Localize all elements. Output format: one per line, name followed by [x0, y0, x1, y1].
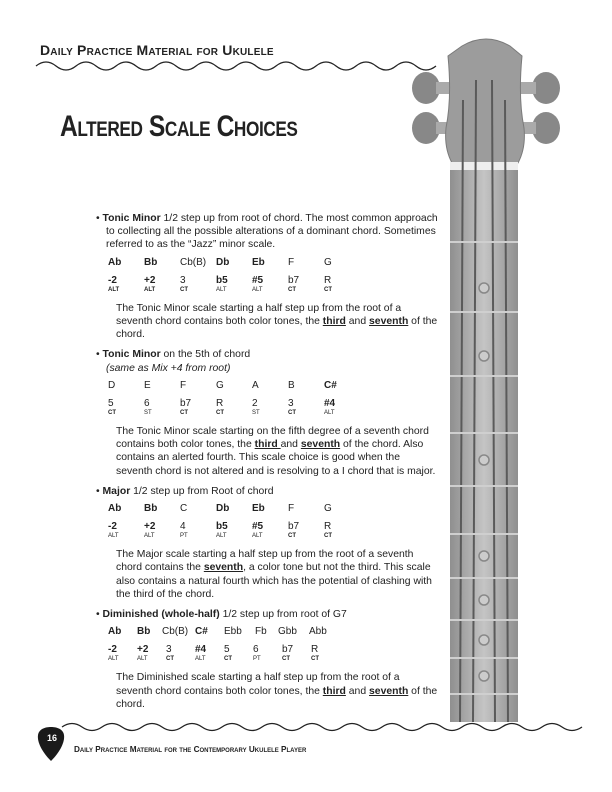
degree-value: b5: [216, 274, 228, 286]
degree-value: R: [311, 644, 319, 656]
degree-value: R: [216, 398, 224, 410]
page-title-text: Altered Scale Choices: [60, 110, 298, 143]
note: F: [288, 503, 295, 515]
degree: [216, 398, 252, 418]
note: Abb: [309, 626, 327, 638]
section-text: 1/2 step up from root of G7: [219, 609, 347, 621]
footer-title: [74, 745, 306, 754]
section-tonic-minor: [96, 212, 446, 341]
degree-value: b7: [180, 398, 192, 410]
degree-function: ALT: [216, 533, 227, 540]
para-emphasis: third: [322, 685, 346, 697]
degree: [216, 275, 252, 295]
degree-value: 6: [144, 398, 150, 410]
section-heading: • Diminished (whole-half) 1/2 step up from root of G7: [96, 609, 347, 621]
para-text: , a color tone but not the third. This scale also contains a natural fourth which has the potential of clashing with the third of the chord.: [116, 562, 432, 600]
content: [96, 212, 446, 718]
note-row: [96, 379, 446, 392]
degree-value: 4: [180, 521, 186, 533]
degree: [252, 521, 288, 541]
degree: [144, 521, 180, 541]
section-heading: • Major 1/2 step up from Root of chord: [96, 485, 274, 497]
degree-function: CT: [311, 656, 319, 663]
note: C#: [324, 379, 337, 391]
degree-function: CT: [288, 286, 296, 293]
degree-function: CT: [324, 286, 332, 293]
para-text: The Major scale starting a half step up from the root of a seventh chord contains the: [116, 549, 414, 574]
degree-function: ALT: [195, 656, 206, 663]
degree: [180, 398, 216, 418]
degree-row: [96, 644, 446, 664]
degree-value: +2: [144, 274, 156, 286]
degree-function: CT: [288, 533, 296, 540]
section-text: 1/2 step up from Root of chord: [130, 485, 274, 497]
para-text: of the chord.: [116, 316, 438, 341]
note-row: [96, 502, 446, 515]
para-emphasis: seventh: [369, 316, 409, 328]
degree: [324, 398, 360, 418]
degree: [144, 275, 180, 295]
degree-function: ALT: [137, 656, 148, 663]
note: G: [324, 256, 332, 268]
degree-row: [96, 398, 446, 418]
section-title: Diminished (whole-half): [102, 609, 220, 621]
para-emphasis: seventh: [369, 685, 409, 697]
degree-function: CT: [166, 656, 174, 663]
section-title: Tonic Minor: [102, 349, 161, 361]
degree: [137, 644, 166, 664]
degree-function: ALT: [216, 286, 227, 293]
degree-function: CT: [288, 410, 296, 417]
degree-value: #5: [252, 521, 264, 533]
note: Eb: [252, 256, 265, 268]
section-title: Major: [102, 485, 131, 497]
note: Gbb: [278, 626, 297, 638]
section-paragraph: [96, 425, 446, 478]
degree-function: CT: [180, 286, 188, 293]
para-text: and: [345, 316, 370, 328]
note: Bb: [144, 256, 158, 268]
degree-function: CT: [180, 410, 188, 417]
degree: [252, 398, 288, 418]
note: Ab: [108, 626, 122, 638]
note-row: [96, 256, 446, 269]
degree-function: CT: [224, 656, 232, 663]
note: A: [252, 379, 259, 391]
note: F: [180, 379, 187, 391]
degree: [311, 644, 340, 664]
degree: [288, 275, 324, 295]
footer-title-text: Daily Practice Material for the Contemporary Ukulele Player: [74, 745, 307, 754]
degree-value: 5: [224, 644, 230, 656]
section-tonic-minor-5th: [96, 348, 446, 477]
degree-function: ALT: [324, 410, 335, 417]
degree: [108, 644, 137, 664]
note: Ab: [108, 256, 122, 268]
degree-function: ALT: [252, 533, 263, 540]
section-heading: • Tonic Minor on the 5th of chord: [96, 349, 251, 361]
degree-value: -2: [108, 521, 117, 533]
section-paragraph: [96, 548, 446, 601]
header-title-text: Daily Practice Material for Ukulele: [40, 42, 274, 58]
para-emphasis: seventh: [300, 439, 341, 451]
degree: [253, 644, 282, 664]
degree: [216, 521, 252, 541]
degree-value: R: [324, 274, 332, 286]
degree: [224, 644, 253, 664]
para-text: The Tonic Minor scale starting a half step up from the root of a seventh chord contains both color tones, the: [116, 302, 402, 328]
degree-function: ST: [144, 410, 152, 417]
section-paragraph: [96, 671, 446, 711]
note-row: [96, 625, 446, 638]
degree: [108, 521, 144, 541]
degree-value: +2: [137, 644, 149, 656]
note: Cb(B): [180, 256, 207, 268]
degree-value: 2: [252, 398, 258, 410]
note: C#: [195, 626, 208, 638]
section-paragraph: [96, 302, 446, 342]
degree-function: CT: [216, 410, 224, 417]
footer-wavy-rule: [0, 720, 612, 734]
degree-value: 5: [108, 398, 114, 410]
degree-value: b7: [288, 274, 300, 286]
note: E: [144, 379, 151, 391]
degree: [180, 275, 216, 295]
degree-function: CT: [108, 410, 116, 417]
note: Fb: [255, 626, 267, 638]
note: Db: [216, 503, 230, 515]
section-text: on the 5th of chord: [160, 349, 251, 361]
degree-function: CT: [324, 533, 332, 540]
degree: [144, 398, 180, 418]
note: Db: [216, 256, 230, 268]
degree-value: b7: [282, 644, 294, 656]
degree: [324, 275, 360, 295]
degree-value: b5: [216, 521, 228, 533]
degree-function: ALT: [144, 533, 155, 540]
section-major: [96, 485, 446, 601]
degree-value: #4: [195, 644, 207, 656]
para-text: of the chord. Also contains an alerted fourth. This scale choice is good when the seventh chord is not altered and is resolving to a I chord that is major.: [116, 439, 436, 477]
para-emphasis: third: [254, 439, 281, 451]
degree-value: -2: [108, 274, 117, 286]
degree: [324, 521, 360, 541]
para-text: The Tonic Minor scale starting on the fifth degree of a seventh chord contains both color tones, the: [116, 426, 429, 451]
section-diminished: [96, 608, 446, 711]
para-text: The Diminished scale starting a half step up from the root of a seventh chord contains both color tones, the: [116, 672, 400, 697]
degree-function: ST: [252, 410, 260, 417]
section-heading: • Tonic Minor 1/2 step up from root of chord. The most common approach to collecting all the possible alterations of a dominant chord. Sometimes referred to as the “Jazz” minor scale.: [96, 213, 438, 251]
note: G: [324, 503, 332, 515]
degree-function: ALT: [252, 286, 263, 293]
para-emphasis: third: [322, 316, 346, 328]
degree: [180, 521, 216, 541]
section-title: Tonic Minor: [102, 213, 161, 224]
degree-function: ALT: [144, 286, 156, 293]
note: C: [180, 503, 188, 515]
note: Cb(B): [162, 626, 189, 638]
page-number: 16: [46, 733, 57, 743]
section-note: (same as Mix +4 from root): [106, 362, 231, 374]
degree: [252, 275, 288, 295]
note: Bb: [137, 626, 151, 638]
degree-value: #5: [252, 274, 264, 286]
degree-function: CT: [282, 656, 290, 663]
guitar-pick-icon: [36, 726, 66, 762]
degree: [166, 644, 195, 664]
degree: [195, 644, 224, 664]
header-wavy-rule: [0, 58, 440, 74]
degree: [108, 275, 144, 295]
degree-value: 6: [253, 644, 259, 656]
para-text: and: [280, 439, 301, 451]
degree: [108, 398, 144, 418]
degree-value: 3: [166, 644, 172, 656]
note: B: [288, 379, 295, 391]
degree-row: [96, 275, 446, 295]
degree-function: ALT: [108, 656, 119, 663]
degree-value: 3: [180, 274, 186, 286]
degree-value: #4: [324, 398, 336, 410]
para-text: of the chord.: [116, 685, 438, 710]
degree-value: +2: [144, 521, 156, 533]
note: Bb: [144, 503, 158, 515]
degree: [288, 521, 324, 541]
degree-value: b7: [288, 521, 300, 533]
degree: [288, 398, 324, 418]
section-text: 1/2 step up from root of chord. The most common approach to collecting all the possible alterations of a dominant chord. Sometimes referred to as the “Jazz” minor scale.: [106, 213, 438, 251]
note: Eb: [252, 503, 265, 515]
page-title: [60, 110, 298, 144]
para-text: and: [345, 685, 370, 697]
para-emphasis: seventh: [203, 562, 244, 574]
note: Ab: [108, 503, 122, 515]
degree-value: R: [324, 521, 332, 533]
degree-value: -2: [108, 644, 117, 656]
degree-function: ALT: [108, 533, 119, 540]
degree-function: PT: [253, 656, 261, 663]
degree-function: PT: [180, 533, 188, 540]
note: F: [288, 256, 295, 268]
header-title: [40, 42, 274, 58]
degree-value: 3: [288, 398, 294, 410]
degree-row: [96, 521, 446, 541]
note: G: [216, 379, 224, 391]
note: Ebb: [224, 626, 242, 638]
degree: [282, 644, 311, 664]
note: D: [108, 379, 116, 391]
degree-function: ALT: [108, 286, 120, 293]
